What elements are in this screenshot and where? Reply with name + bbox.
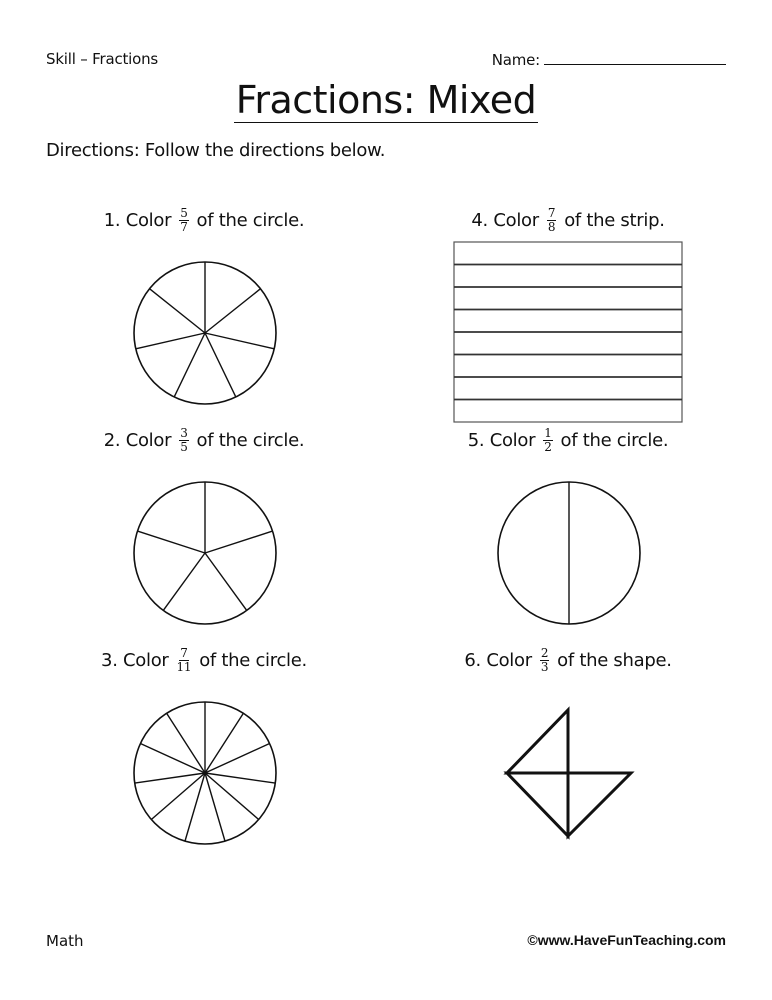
circle-fifths-divider (163, 553, 205, 610)
triangle-left-bottom[interactable] (507, 773, 568, 836)
footer-subject: Math (46, 932, 84, 950)
triangle-top[interactable] (507, 710, 568, 773)
question-5-suffix: of the circle. (560, 429, 669, 451)
question-3-suffix: of the circle. (199, 649, 307, 671)
page-title: Fractions: Mixed (235, 78, 537, 122)
circle-fifths[interactable] (130, 478, 280, 628)
question-1-suffix: of the circle. (196, 209, 305, 231)
circle-sevenths-divider (205, 289, 261, 333)
question-6 (418, 638, 718, 682)
question-5 (418, 418, 718, 462)
circle-sevenths[interactable] (130, 258, 280, 408)
circle-fifths-divider (137, 531, 205, 553)
fraction-7-11: $\frac{7}{11}$ (176, 645, 192, 674)
question-2-suffix: of the circle. (196, 429, 305, 451)
circle-fifths-divider (205, 553, 247, 610)
question-6-prefix: 6. Color (464, 649, 532, 671)
name-field[interactable] (492, 50, 726, 69)
circle-halves[interactable] (494, 478, 644, 628)
fraction-7-8: $\frac{7}{8}$ (547, 205, 556, 234)
circle-elevenths-divider (185, 773, 205, 841)
footer-website: ©www.HaveFunTeaching.com (527, 932, 726, 948)
question-3 (54, 638, 354, 682)
circle-fifths-divider (205, 531, 273, 553)
question-5-prefix: 5. Color (467, 429, 536, 451)
circle-sevenths-divider (174, 333, 205, 397)
fraction-3-5: $\frac{3}{5}$ (180, 425, 188, 454)
question-5-suffix-6: of the shape. (557, 649, 672, 671)
strip-eighths[interactable] (452, 240, 684, 424)
question-1 (54, 198, 354, 242)
question-3-prefix: 3. Color (101, 649, 169, 671)
circle-elevenths-divider (205, 773, 225, 841)
question-2-prefix: 2. Color (103, 429, 172, 451)
question-4-suffix: of the strip. (564, 209, 665, 231)
circle-sevenths-divider (149, 289, 205, 333)
skill-label: Skill – Fractions (46, 50, 159, 68)
circle-elevenths[interactable] (130, 698, 280, 848)
circle-sevenths-divider (205, 333, 274, 349)
circle-sevenths-divider (136, 333, 205, 349)
question-2 (54, 418, 354, 462)
directions (46, 140, 385, 161)
question-4-prefix: 4. Color (471, 209, 539, 231)
fraction-5-7: $\frac{5}{7}$ (180, 205, 188, 234)
name-label: Name: (491, 51, 540, 69)
circle-sevenths-divider (205, 333, 236, 397)
fraction-1-2: $\frac{1}{2}$ (544, 425, 552, 454)
triangle-right[interactable] (568, 773, 631, 836)
question-1-prefix: 1. Color (103, 209, 172, 231)
directions-label: Directions: (46, 140, 140, 161)
directions-text: Follow the directions below. (144, 140, 386, 161)
question-4 (418, 198, 718, 242)
name-line[interactable] (544, 50, 726, 65)
triangle-shape[interactable] (500, 706, 636, 842)
fraction-2-3: $\frac{2}{3}$ (540, 645, 549, 674)
circle-sevenths-segments (134, 262, 276, 404)
